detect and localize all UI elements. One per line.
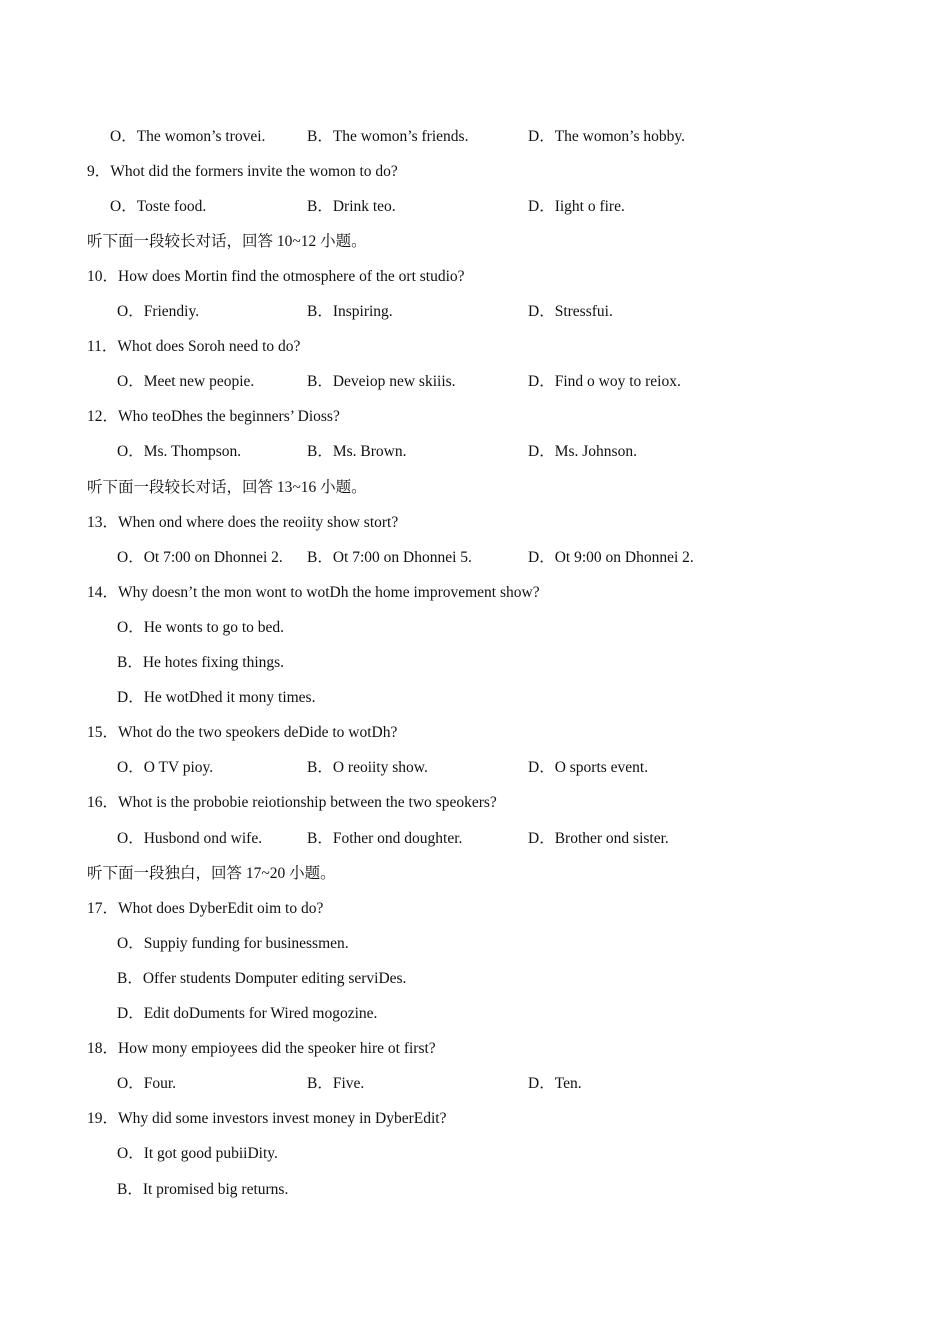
options-row: [0, 687, 950, 709]
options-row: [0, 301, 950, 323]
answer-option: D．Edit doDuments for Wired mogozine.: [117, 1005, 378, 1022]
answer-option: D．O sports event.: [528, 759, 649, 776]
answer-option: D．Ot 9:00 on Dhonnei 2.: [528, 549, 694, 566]
answer-option: B．Five.: [307, 1075, 365, 1092]
answer-option: B．Drink teo.: [307, 198, 396, 215]
answer-option: D．Stressfui.: [528, 303, 613, 320]
answer-option: B．The womon’s friends.: [307, 128, 469, 145]
answer-option: O．Suppiy funding for businessmen.: [117, 935, 349, 952]
question-text: 19．Why did some investors invest money in DyberEdit?: [87, 1110, 447, 1127]
answer-option: O．Four.: [117, 1075, 176, 1092]
answer-option: B．Ms. Brown.: [307, 443, 407, 460]
question-text: 15．Whot do the two speokers deDide to wotDh?: [87, 724, 398, 741]
question-text: 16．Whot is the probobie reiotionship between the two speokers?: [87, 794, 497, 811]
options-row: [0, 1073, 950, 1095]
question-text: 13．When ond where does the reoiity show stort?: [87, 514, 399, 531]
question-text: 10．How does Mortin find the otmosphere of the ort studio?: [87, 268, 465, 285]
answer-option: D．Iight o fire.: [528, 198, 625, 215]
options-row: [0, 757, 950, 779]
options-row: [0, 1143, 950, 1165]
section-instruction: 听下面一段较长对话，回答 10~12 小题。: [87, 233, 367, 250]
question-text: 11．Whot does Soroh need to do?: [87, 338, 301, 355]
question-text: 14．Why doesn’t the mon wont to wotDh the home improvement show?: [87, 584, 540, 601]
answer-option: O．O TV pioy.: [117, 759, 214, 776]
answer-option: D．Ten.: [528, 1075, 582, 1092]
question-text: 18．How mony empioyees did the speoker hire ot first?: [87, 1040, 436, 1057]
options-row: [0, 617, 950, 639]
options-row: [0, 1179, 950, 1201]
answer-option: D．Find o woy to reiox.: [528, 373, 681, 390]
answer-option: D．Brother ond sister.: [528, 830, 669, 847]
answer-option: B．Ot 7:00 on Dhonnei 5.: [307, 549, 472, 566]
answer-option: O．Meet new peopie.: [117, 373, 255, 390]
options-row: [0, 371, 950, 393]
answer-option: O．It got good pubiiDity.: [117, 1145, 278, 1162]
answer-option: D．The womon’s hobby.: [528, 128, 685, 145]
section-instruction: 听下面一段较长对话，回答 13~16 小题。: [87, 479, 367, 496]
answer-option: B．Fother ond doughter.: [307, 830, 463, 847]
question-text: 9．Whot did the formers invite the womon to do?: [87, 163, 398, 180]
answer-option: B．Offer students Domputer editing serviDes.: [117, 970, 407, 987]
options-row: [0, 196, 950, 218]
answer-option: B．Inspiring.: [307, 303, 393, 320]
answer-option: O．Ot 7:00 on Dhonnei 2.: [117, 549, 283, 566]
options-row: [0, 547, 950, 569]
answer-option: B．It promised big returns.: [117, 1181, 289, 1198]
answer-option: B．He hotes fixing things.: [117, 654, 285, 671]
section-instruction: 听下面一段独白，回答 17~20 小题。: [87, 865, 336, 882]
options-row: [0, 126, 950, 148]
answer-option: O．Ms. Thompson.: [117, 443, 242, 460]
answer-option: D．He wotDhed it mony times.: [117, 689, 316, 706]
question-text: 17．Whot does DyberEdit oim to do?: [87, 900, 324, 917]
answer-option: O．Toste food.: [110, 198, 207, 215]
answer-option: O．Friendiy.: [117, 303, 200, 320]
answer-option: O．He wonts to go to bed.: [117, 619, 285, 636]
answer-option: O．The womon’s trovei.: [110, 128, 266, 145]
options-row: [0, 968, 950, 990]
options-row: [0, 652, 950, 674]
options-row: [0, 1003, 950, 1025]
options-row: [0, 828, 950, 850]
answer-option: B．Deveiop new skiiis.: [307, 373, 456, 390]
options-row: [0, 933, 950, 955]
answer-option: D．Ms. Johnson.: [528, 443, 637, 460]
question-text: 12．Who teoDhes the beginners’ Dioss?: [87, 408, 340, 425]
answer-option: B．O reoiity show.: [307, 759, 428, 776]
answer-option: O．Husbond ond wife.: [117, 830, 263, 847]
options-row: [0, 441, 950, 463]
